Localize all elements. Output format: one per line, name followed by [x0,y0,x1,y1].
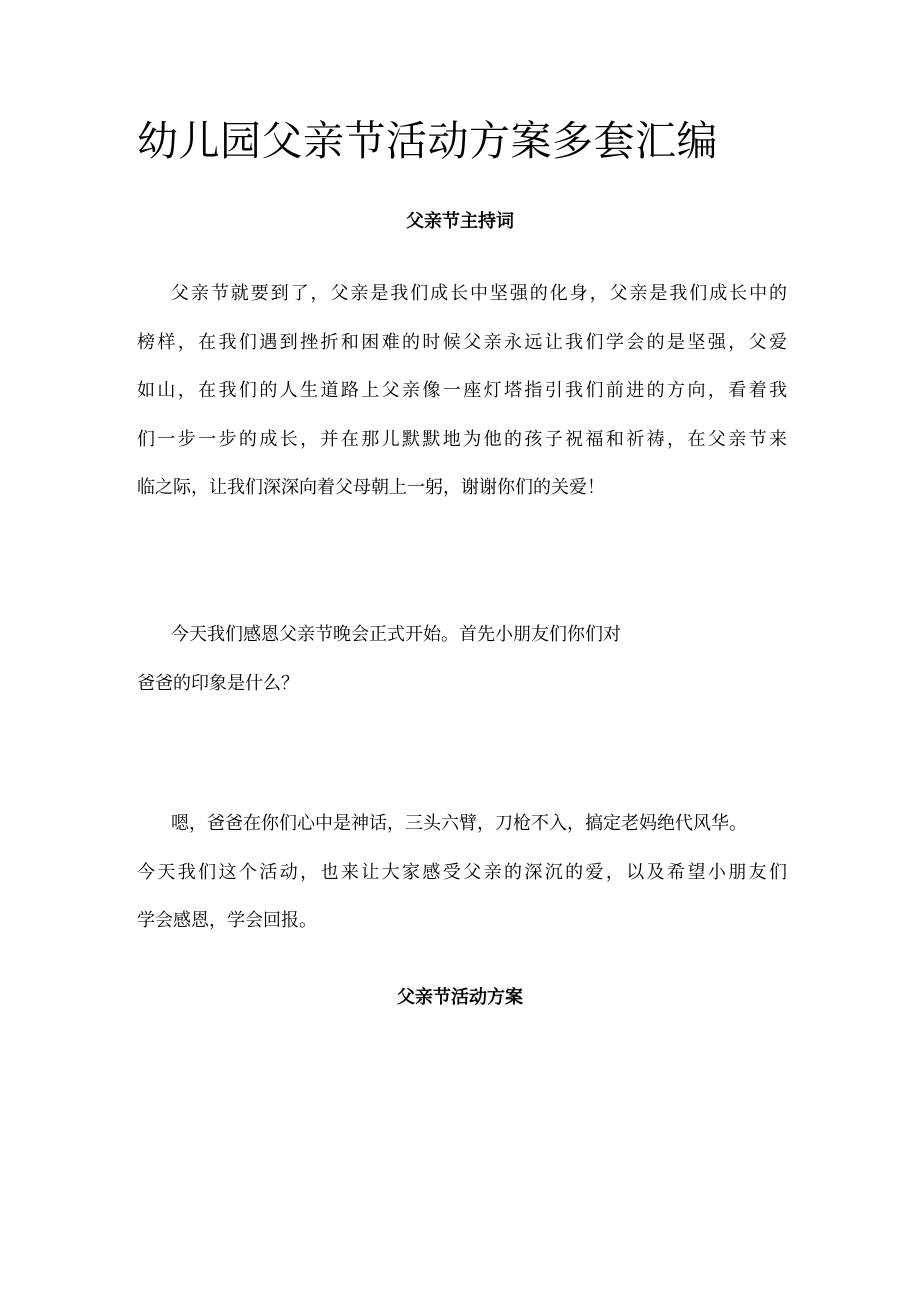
paragraph-father-impression [137,800,787,946]
paragraph-line: 学会感恩，学会回报。 [137,910,317,931]
paragraph-line: 父亲节就要到了，父亲是我们成长中坚强的化身，父亲是我们成长中的 [171,283,787,304]
paragraph-line: 嗯，爸爸在你们心中是神话，三头六臂，刀枪不入，搞定老妈绝代风华。 [171,813,747,834]
paragraph-line: 爸爸的印象是什么？ [137,672,299,694]
paragraph-opening [137,611,787,708]
paragraph-line: 今天我们感恩父亲节晚会正式开始。首先小朋友们你们对 [171,624,621,645]
document-title: 幼儿园父亲节活动方案多套汇编 [137,117,718,165]
section-heading-activity-plan: 父亲节活动方案 [397,987,523,1008]
section-heading-host-speech: 父亲节主持词 [406,211,514,232]
paragraph-line: 们一步一步的成长，并在那儿默默地为他的孩子祝福和祈祷，在父亲节来 [137,428,787,450]
paragraph-line: 今天我们这个活动，也来让大家感受父亲的深沉的爱，以及希望小朋友们 [137,861,787,883]
paragraph-line: 如山，在我们的人生道路上父亲像一座灯塔指引我们前进的方向，看着我 [137,380,787,401]
paragraph-line: 临之际，让我们深深向着父母朝上一躬，谢谢你们的关爱！ [137,477,605,498]
paragraph-line: 榜样，在我们遇到挫折和困难的时候父亲永远让我们学会的是坚强，父爱 [137,331,787,353]
paragraph-intro [137,270,787,513]
